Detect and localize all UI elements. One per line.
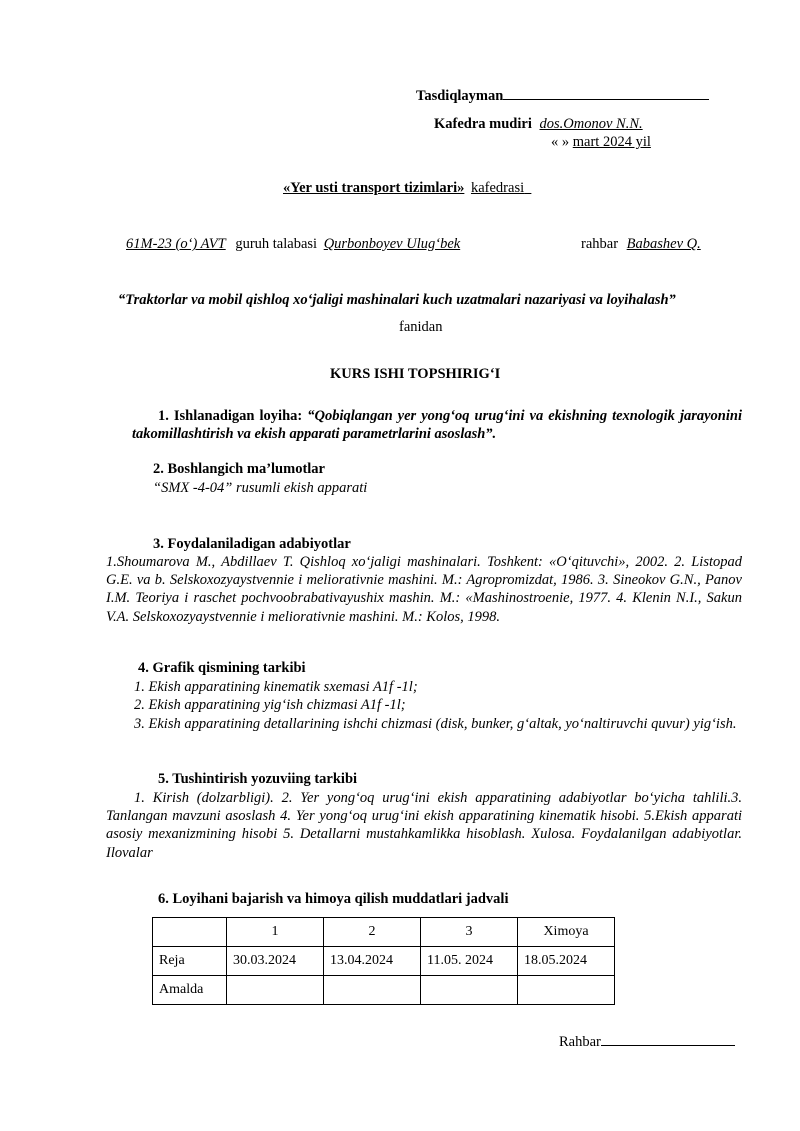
section-5-text: 1. Kirish (dolzarbligi). 2. Yer yong‘oq urug‘ini ekish apparatining adabiyotlar bo‘yicha tahlili.3. Tanlangan mavzuni asoslash 4. Yer yong‘oq urug‘ini ekish apparatining kinematik hisobi. 5.Ekish apparati asosiy mexanizmining hisobi 5. Detallarni mustahkamlikka hisoblash. Xulosa. Foydalanilgan adabiyotlar. Ilovalar: [106, 790, 742, 861]
section-2-heading: 2. Boshlangich ma’lumotlar: [153, 461, 325, 477]
subject-title: “Traktorlar va mobil qishloq xo‘jaligi mashinalari kuch uzatmalari nazariyasi va loyihalash”: [118, 292, 676, 308]
table-cell: 11.05. 2024: [421, 947, 518, 976]
table-cell: Amalda: [153, 976, 227, 1005]
table-cell: [227, 976, 324, 1005]
approve-label: Tasdiqlayman: [416, 88, 504, 104]
group-label: guruh talabasi: [235, 236, 318, 252]
head-label: Kafedra mudiri: [434, 116, 532, 132]
table-header-cell: 1: [227, 918, 324, 947]
section-1-text: “Qobiqlangan yer yong‘oq urug‘ini va ekishning texnologik jarayonini takomillashtirish va ekish apparati parametrlarini asoslash”.: [132, 408, 742, 443]
table-cell: [421, 976, 518, 1005]
supervisor-name: Babashev Q.: [626, 236, 701, 252]
table-cell: 13.04.2024: [324, 947, 421, 976]
department-suffix: kafedrasi: [470, 180, 525, 196]
table-cell: [518, 976, 615, 1005]
section-4-item-3: 3. Ekish apparatining detallarining ishchi chizmasi (disk, bunker, g‘altak, yo‘naltiruvchi quvur) yig‘ish.: [134, 716, 737, 732]
table-cell: [153, 918, 227, 947]
section-3-heading: 3. Foydalaniladigan adabiyotlar: [153, 536, 351, 552]
section-1: [132, 407, 742, 443]
table-row: [153, 976, 615, 1005]
approval-date: [551, 134, 651, 151]
head-line: [434, 116, 643, 133]
subject-suffix: fanidan: [399, 319, 443, 335]
table-header-cell: Ximoya: [518, 918, 615, 947]
signature-blank: [601, 1044, 735, 1046]
section-3-text: 1.Shoumarova M., Abdillaev T. Qishloq xo‘jaligi mashinalari. Toshkent: «O‘qituvchi», 2002. 2. Listopad G.E. va b. Selskoxozyaystvennie i meliorativnie mashini. M.: Agropromizdat, 1986. 3. Sineokov G.N., Panov I.M. Teoriya i raschet pochvoobrabativayushix mashin. M.: «Mashinostroenie, 1977. 4. Klenin N.I., Sakun V.A. Selskoxozyaystvennie i meliorativnie mashini. M.: Kolos, 1998.: [106, 554, 742, 625]
section-2-text: “SMX -4-04” rusumli ekish apparati: [153, 480, 368, 496]
section-4-heading: 4. Grafik qismining tarkibi: [138, 660, 306, 676]
department-line: [283, 180, 531, 197]
approval-line: [416, 88, 709, 105]
table-header-cell: 3: [421, 918, 518, 947]
section-4-item-1: 1. Ekish apparatining kinematik sxemasi A1f -1l;: [134, 679, 418, 695]
signature-line: [559, 1034, 735, 1051]
head-name: dos.Omonov N.N.: [539, 116, 643, 132]
student-line: [126, 236, 460, 253]
section-4-item-2: 2. Ekish apparatining yig‘ish chizmasi A1f -1l;: [134, 697, 406, 713]
student-name: Qurbonboyev Ulug‘bek: [323, 236, 461, 252]
table-row: [153, 947, 615, 976]
date-month-year: mart 2024 yil: [572, 134, 651, 150]
table-header-row: [153, 918, 615, 947]
section-6-heading: 6. Loyihani bajarish va himoya qilish muddatlari jadvali: [158, 891, 509, 907]
section-1-heading: 1. Ishlanadigan loyiha:: [158, 408, 303, 424]
date-quotes: « »: [551, 134, 570, 150]
supervisor-line: [581, 236, 701, 253]
table-cell: 30.03.2024: [227, 947, 324, 976]
signature-label: Rahbar: [559, 1034, 601, 1050]
table-header-cell: 2: [324, 918, 421, 947]
department-name: «Yer usti transport tizimlari»: [283, 180, 465, 196]
table-cell: [324, 976, 421, 1005]
approve-signature-line: [503, 98, 709, 100]
supervisor-label: rahbar: [581, 236, 619, 252]
group-code: 61M-23 (o‘) AVT: [126, 236, 226, 252]
table-cell: 18.05.2024: [518, 947, 615, 976]
section-5-heading: 5. Tushintirish yozuviing tarkibi: [158, 771, 358, 787]
document-title: KURS ISHI TOPSHIRIG‘I: [330, 366, 501, 382]
schedule-table: [152, 917, 615, 1005]
table-cell: Reja: [153, 947, 227, 976]
